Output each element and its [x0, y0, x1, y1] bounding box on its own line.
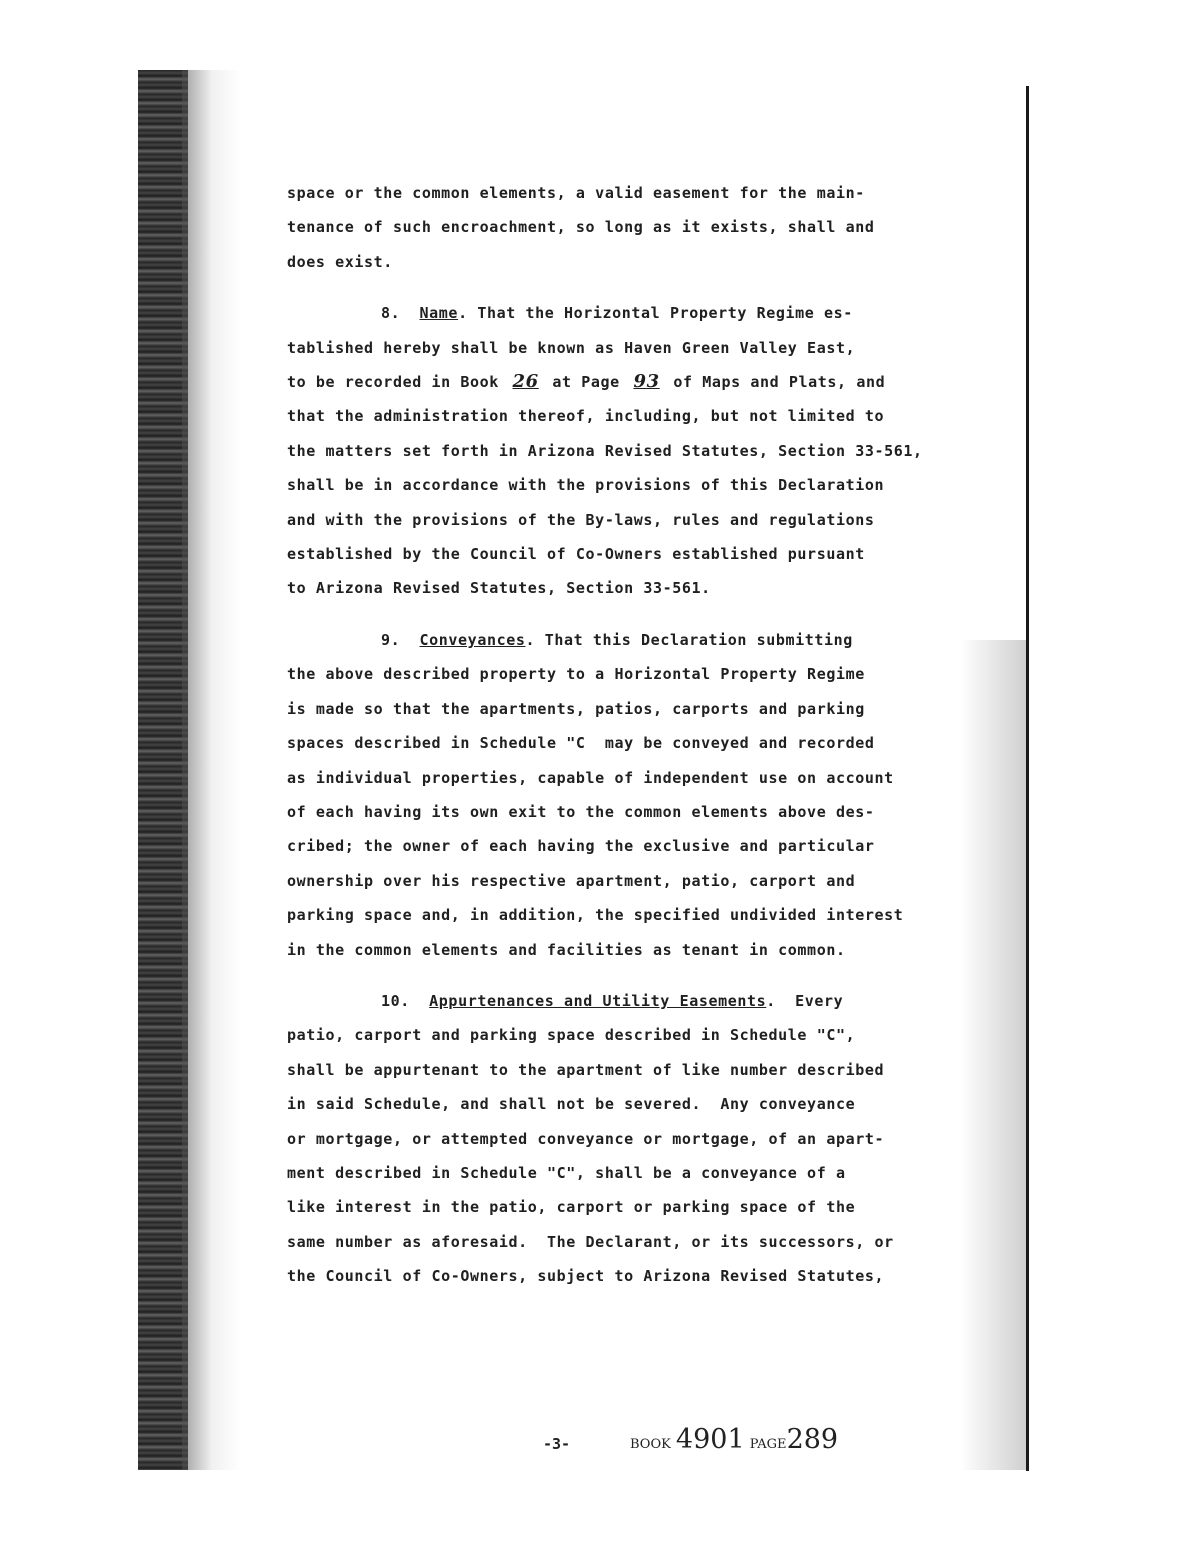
para8-line: to be recorded in Book	[287, 373, 509, 392]
para9-line: is made so that the apartments, patios, carports and parking	[287, 699, 865, 718]
para10-heading: Appurtenances and Utility Easements	[429, 991, 767, 1010]
para9-line: of each having its own exit to the common elements above des-	[287, 802, 875, 821]
para7-line: does exist.	[287, 252, 393, 271]
para10-line: or mortgage, or attempted conveyance or mortgage, of an apart-	[287, 1129, 885, 1148]
recording-stamp	[630, 1424, 838, 1455]
para8-line-book	[287, 365, 977, 399]
para10-line: . Every	[766, 991, 844, 1010]
para9-number: 9.	[381, 630, 401, 649]
para8-line: to Arizona Revised Statutes, Section 33-561.	[287, 579, 711, 598]
para8-line: of Maps and Plats, and	[663, 373, 886, 392]
para8-line: shall be in accordance with the provisions of this Declaration	[287, 476, 885, 495]
para8-line: established by the Council of Co-Owners established pursuant	[287, 545, 865, 564]
para10-line: ment described in Schedule "C", shall be a conveyance of a	[287, 1163, 846, 1182]
para9-line: cribed; the owner of each having the exclusive and particular	[287, 837, 875, 856]
para10-line: same number as aforesaid. The Declarant, or its successors, or	[287, 1232, 894, 1251]
para8-line: the matters set forth in Arizona Revised Statutes, Section 33-561,	[287, 441, 923, 460]
para8-line: that the administration thereof, including, but not limited to	[287, 407, 885, 426]
para10-line: like interest in the patio, carport or parking space of the	[287, 1198, 856, 1217]
para8-heading: Name	[419, 304, 459, 323]
page-ref: 289	[786, 1424, 839, 1455]
para9-line: spaces described in Schedule "C may be conveyed and recorded	[287, 734, 875, 753]
para10-first-line	[287, 984, 977, 1018]
para9-line: parking space and, in addition, the specified undivided interest	[287, 906, 904, 925]
document-body	[287, 176, 977, 1294]
scan-right-edge	[1026, 86, 1029, 1471]
para10-line: in said Schedule, and shall not be severed. Any conveyance	[287, 1095, 856, 1114]
book-number: 4901	[675, 1424, 745, 1455]
para8-line: and with the provisions of the By-laws, rules and regulations	[287, 510, 875, 529]
para10-line: patio, carport and parking space described in Schedule "C",	[287, 1026, 856, 1045]
page-number: -3-	[543, 1435, 571, 1453]
para8-line: tablished hereby shall be known as Haven Green Valley East,	[287, 338, 856, 357]
para9-line: ownership over his respective apartment, patio, carport and	[287, 871, 856, 890]
para8-line: at Page	[542, 373, 630, 392]
para8-line: . That the Horizontal Property Regime es-	[458, 304, 853, 323]
page-number-handwritten: 93	[633, 371, 660, 393]
book-label: BOOK	[630, 1437, 671, 1452]
para10-number: 10.	[381, 991, 410, 1010]
scan-binding-shadow	[182, 70, 242, 1470]
para9-heading: Conveyances	[419, 630, 526, 649]
para9-line: as individual properties, capable of independent use on account	[287, 768, 894, 787]
para8-number: 8.	[381, 304, 401, 323]
para10-line: shall be appurtenant to the apartment of like number described	[287, 1060, 885, 1079]
scan-binding-edge	[138, 70, 188, 1470]
para9-first-line	[287, 623, 977, 657]
para8-first-line	[287, 296, 977, 330]
page-label: PAGE	[749, 1437, 787, 1452]
para9-line: the above described property to a Horizontal Property Regime	[287, 665, 865, 684]
para7-line: space or the common elements, a valid easement for the main-	[287, 184, 865, 202]
book-number-handwritten: 26	[512, 371, 539, 393]
para10-line: the Council of Co-Owners, subject to Arizona Revised Statutes,	[287, 1267, 885, 1286]
para9-line: in the common elements and facilities as tenant in common.	[287, 940, 846, 959]
para7-line: tenance of such encroachment, so long as it exists, shall and	[287, 218, 875, 237]
para9-line: . That this Declaration submitting	[525, 630, 853, 649]
